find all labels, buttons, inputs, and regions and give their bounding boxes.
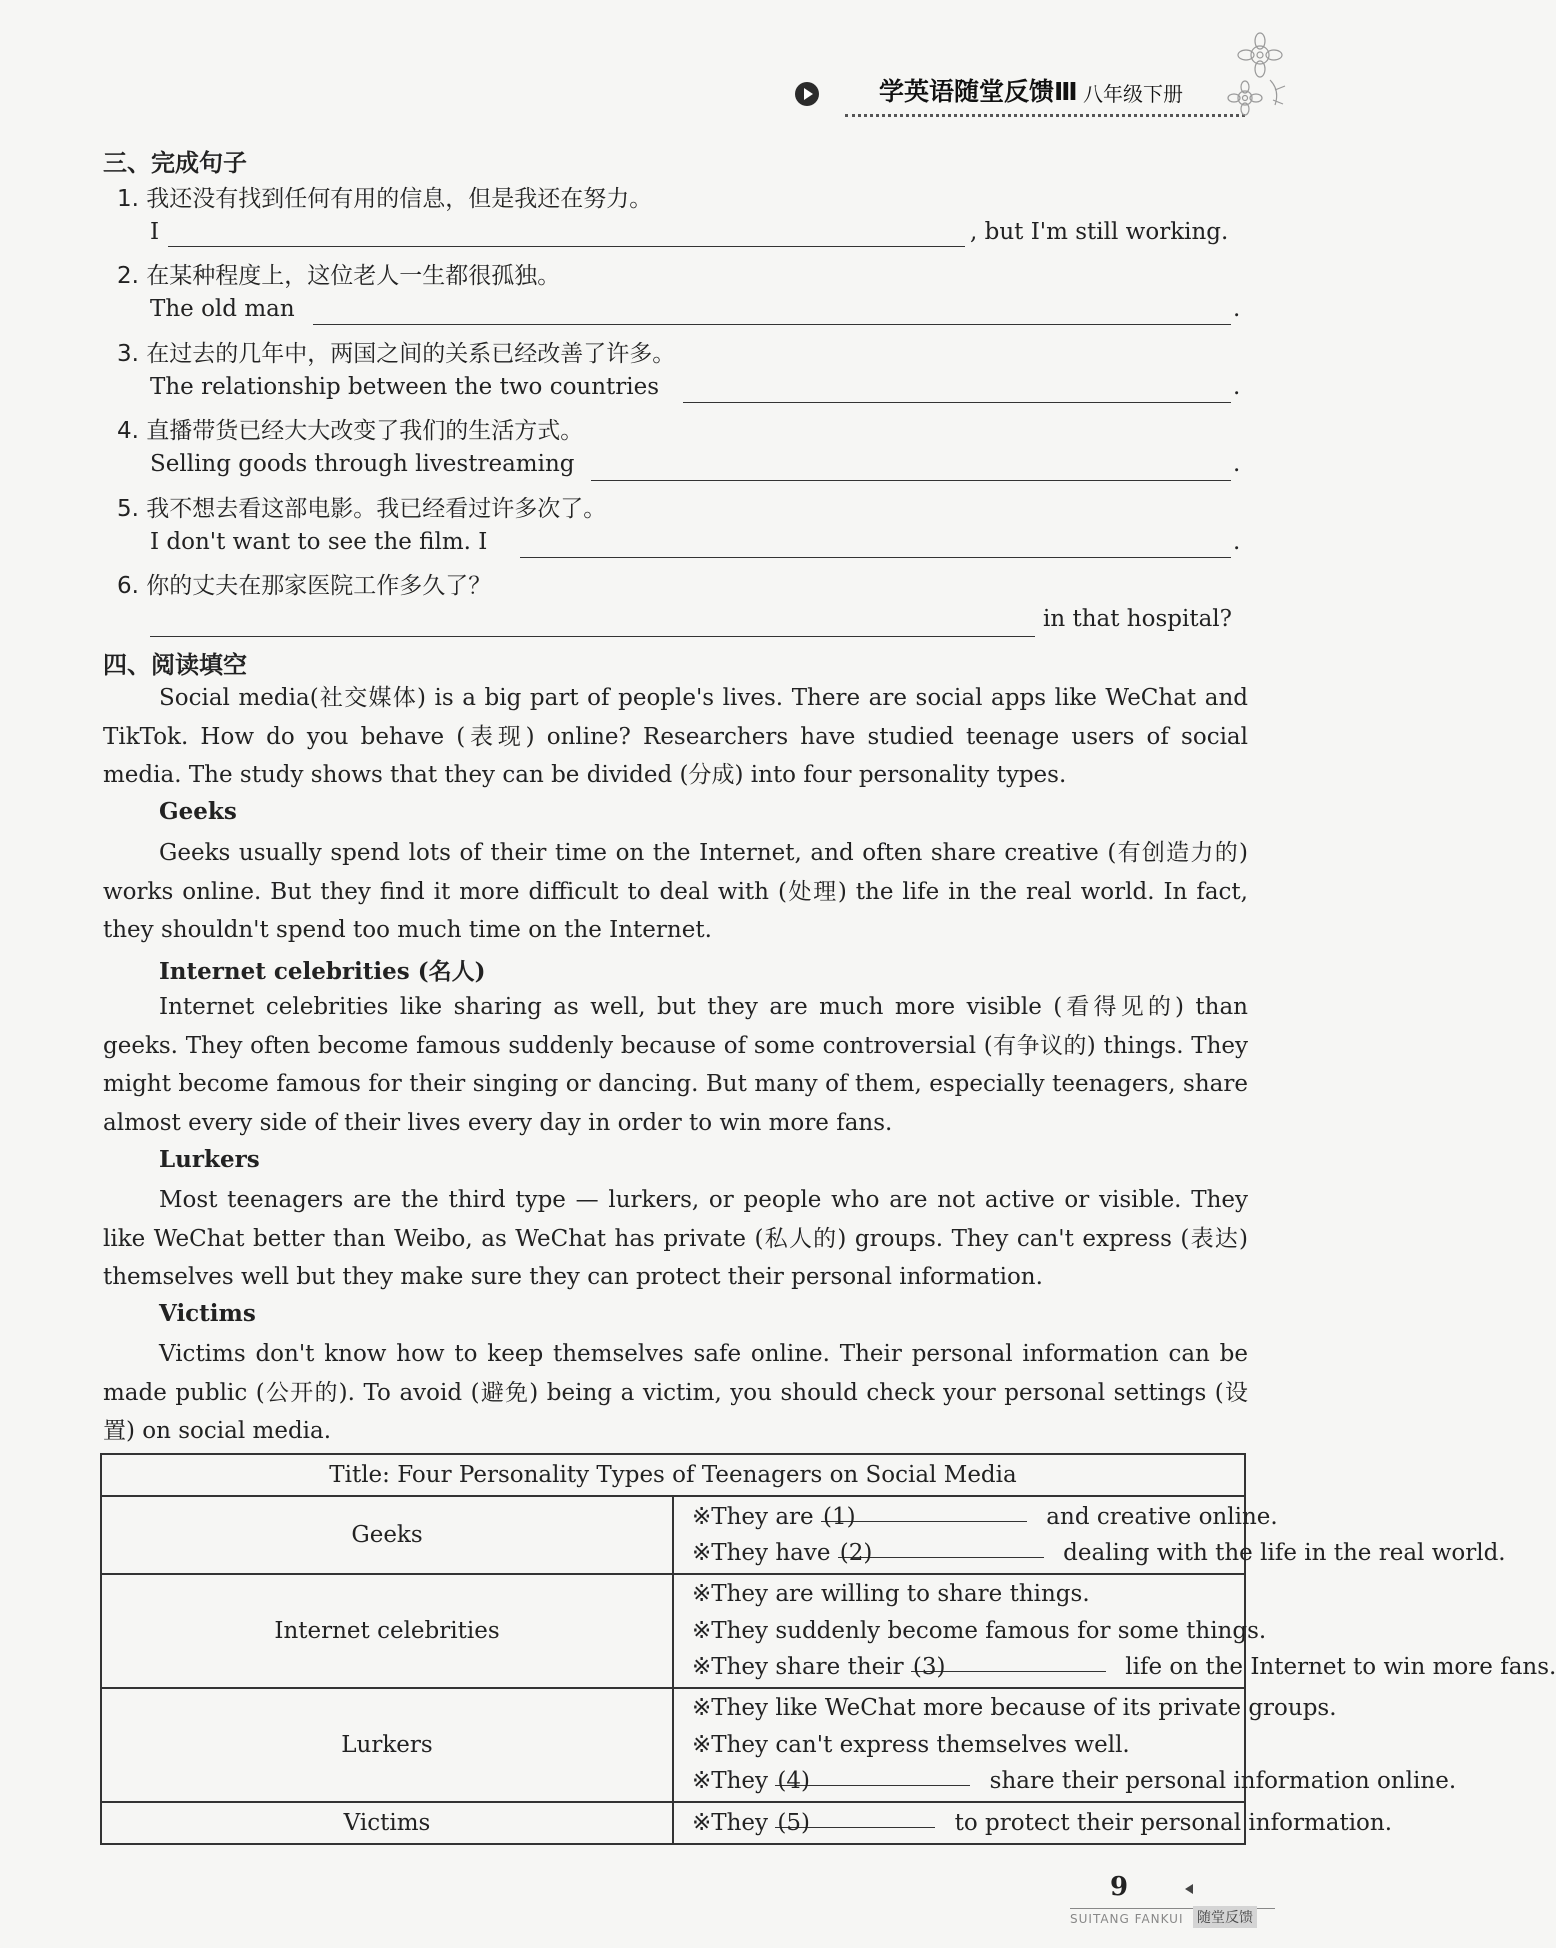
page-header — [795, 70, 1265, 120]
question-5-english: I don't want to see the film. I — [150, 529, 488, 555]
table-line: ※They have (2) dealing with the life in the real world. — [692, 1535, 1244, 1572]
type-cell: Geeks — [101, 1496, 673, 1574]
header-dotted-rule — [845, 114, 1245, 117]
paragraph-internet-celebrities: Internet celebrities like sharing as well, but they are much more visible (看得见的) than geeks. They often become famous suddenly because of some controversial (有争议的) things. They might become famous for their singing or dancing. But many of them, especially teenagers, share almost every side of their lives every day in order to win more fans. — [103, 994, 1248, 1136]
play-icon — [795, 82, 819, 106]
answer-blank-5[interactable]: (5) — [775, 1805, 935, 1828]
paragraph-lurkers: Most teenagers are the third type — lurkers, or people who are not active or visible. They like WeChat better than Weibo, as WeChat has private (私人的) groups. They can't express (表达) themselves well but they make sure they can protect their personal information. — [103, 1187, 1248, 1291]
table-title: Title: Four Personality Types of Teenagers on Social Media — [101, 1454, 1245, 1496]
question-4-tail: . — [1233, 451, 1241, 477]
items-cell — [673, 1688, 1457, 1802]
question-2-tail: . — [1233, 296, 1241, 322]
question-4-english: Selling goods through livestreaming — [150, 451, 575, 477]
reading-intro: Social media(社交媒体) is a big part of people's lives. There are social apps like WeChat and TikTok. How do you behave (表现) online? Researchers have studied teenage users of social media. The study shows that they can be divided (分成) into four personality types. — [103, 685, 1248, 789]
footer-brand-cn: 随堂反馈 — [1193, 1906, 1257, 1928]
table-line: ※They are (1) and creative online. — [692, 1499, 1244, 1536]
paragraph-geeks: Geeks usually spend lots of their time on the Internet, and often share creative (有创造力的) works online. But they find it more difficult to deal with (处理) the life in the real world. In fact, they shouldn't spend too much time on the Internet. — [103, 840, 1248, 944]
table-line: ※They share their (3) life on the Internet to win more fans. — [692, 1649, 1244, 1686]
question-5-blank[interactable] — [520, 557, 1231, 558]
question-2-english: The old man — [150, 296, 295, 322]
table-line: ※They can't express themselves well. — [692, 1731, 1130, 1758]
question-4-chinese: 4. 直播带货已经大大改变了我们的生活方式。 — [117, 418, 584, 444]
answer-blank-2[interactable]: (2) — [838, 1535, 1044, 1558]
question-2-blank[interactable] — [313, 324, 1231, 325]
type-cell: Lurkers — [101, 1688, 673, 1802]
question-1-english: I — [150, 219, 160, 245]
question-3-english: The relationship between the two countries — [150, 374, 660, 400]
summary-table — [100, 1453, 1556, 1845]
question-1-chinese: 1. 我还没有找到任何有用的信息，但是我还在努力。 — [117, 186, 653, 212]
items-cell — [673, 1574, 1556, 1688]
heading-victims: Victims — [159, 1300, 256, 1327]
heading-geeks: Geeks — [159, 798, 237, 825]
answer-blank-1[interactable]: (1) — [821, 1499, 1027, 1522]
book-title: 学英语随堂反馈Ⅲ — [879, 77, 1078, 106]
table-row-geeks — [101, 1496, 1245, 1574]
heading-lurkers: Lurkers — [159, 1146, 260, 1173]
table-row-lurkers — [101, 1688, 1245, 1802]
question-3-tail: . — [1233, 374, 1241, 400]
answer-blank-4[interactable]: (4) — [775, 1763, 970, 1786]
question-6-chinese: 6. 你的丈夫在那家医院工作多久了？ — [117, 573, 492, 599]
question-3-chinese: 3. 在过去的几年中，两国之间的关系已经改善了许多。 — [117, 341, 676, 367]
table-line: ※They like WeChat more because of its private groups. — [692, 1695, 1337, 1722]
question-3-blank[interactable] — [683, 402, 1231, 403]
flower-decoration-icon — [1215, 30, 1305, 130]
question-6-tail: in that hospital? — [1043, 606, 1232, 632]
paragraph-victims: Victims don't know how to keep themselves safe online. Their personal information can be made public (公开的). To avoid (避免) being a victim, you should check your personal settings (设置) on social media. — [103, 1341, 1248, 1445]
page-number: 9 — [1110, 1872, 1129, 1902]
items-cell — [673, 1496, 1506, 1574]
question-6-blank[interactable] — [150, 636, 1035, 637]
question-1-tail: , but I'm still working. — [970, 219, 1229, 245]
table-row-internet-celebrities — [101, 1574, 1245, 1688]
question-4-blank[interactable] — [591, 480, 1231, 481]
question-5-tail: . — [1233, 529, 1241, 555]
heading-internet-celebrities: Internet celebrities (名人) — [159, 958, 486, 985]
arrow-left-icon — [1185, 1884, 1193, 1894]
table-line: ※They are willing to share things. — [692, 1581, 1090, 1608]
question-1-blank[interactable] — [168, 246, 965, 247]
table-row-victims — [101, 1802, 1245, 1844]
table-line: ※They (4) share their personal information online. — [692, 1763, 1244, 1800]
table-line: ※They suddenly become famous for some things. — [692, 1617, 1267, 1644]
question-5-chinese: 5. 我不想去看这部电影。我已经看过许多次了。 — [117, 496, 607, 522]
grade-label: 八年级下册 — [1083, 82, 1183, 106]
items-cell — [673, 1802, 1393, 1844]
answer-blank-3[interactable]: (3) — [911, 1649, 1106, 1672]
type-cell: Internet celebrities — [101, 1574, 673, 1688]
footer-brand-en: SUITANG FANKUI — [1070, 1912, 1184, 1926]
table-line: ※They (5) to protect their personal information. — [692, 1805, 1244, 1842]
question-2-chinese: 2. 在某种程度上，这位老人一生都很孤独。 — [117, 263, 561, 289]
section-4-title: 四、阅读填空 — [103, 651, 247, 679]
type-cell: Victims — [101, 1802, 673, 1844]
section-3-title: 三、完成句子 — [103, 149, 247, 177]
